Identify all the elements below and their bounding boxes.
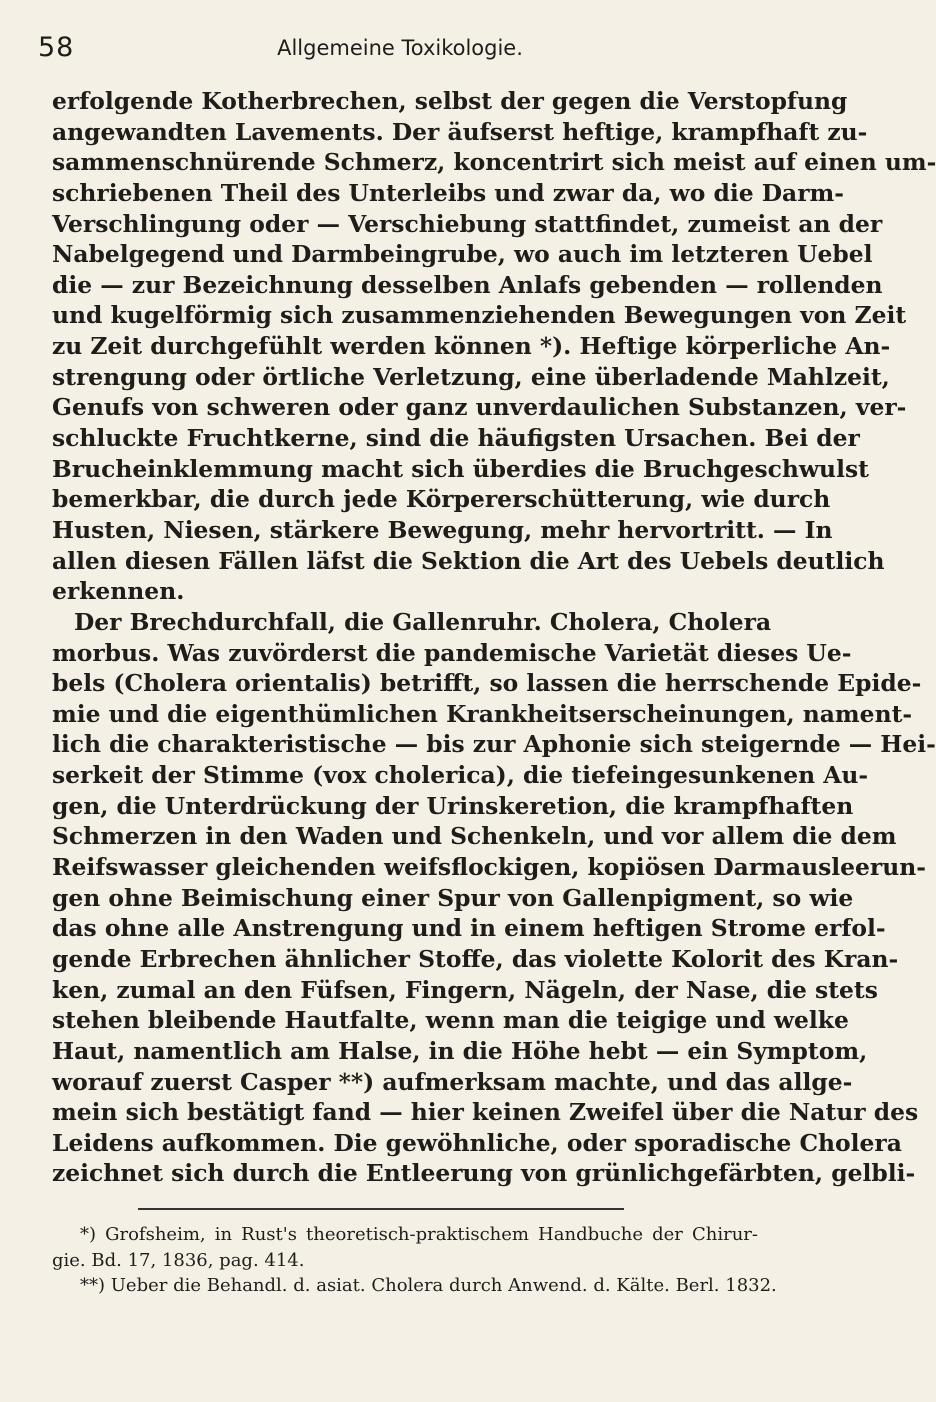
footnote-divider [138, 1208, 624, 1210]
text-line: Nabelgegend und Darmbeingrube, wo auch im letzteren Uebel [52, 240, 873, 269]
text-line: ken, zumal an den Füfsen, Fingern, Nägeln, der Nase, die stets [52, 975, 878, 1004]
text-line: zeichnet sich durch die Entleerung von grünlichgefärbten, gelbli- [52, 1159, 916, 1188]
text-line: Verschlingung oder — Verschiebung stattfindet, zumeist an der [52, 209, 883, 238]
text-line: strengung oder örtliche Verletzung, eine überladende Mahlzeit, [52, 362, 890, 391]
text-line: Genufs von schweren oder ganz unverdaulichen Substanzen, ver- [52, 393, 907, 422]
text-line: serkeit der Stimme (vox cholerica), die tiefeingesunkenen Au- [52, 761, 869, 790]
footnotes [52, 1222, 777, 1299]
body-text [52, 86, 936, 1189]
text-line: mein sich bestätigt fand — hier keinen Zweifel über die Natur des [52, 1098, 919, 1127]
text-line: lich die charakteristische — bis zur Aphonie sich steigernde — Hei- [52, 730, 936, 759]
text-line: gende Erbrechen ähnlicher Stoffe, das violette Kolorit des Kran- [52, 944, 899, 973]
text-line: mie und die eigenthümlichen Krankheitserscheinungen, nament- [52, 699, 913, 728]
section-heading-line: Der Brechdurchfall, die Gallenruhr. Cholera, Cholera [74, 607, 772, 636]
text-line: worauf zuerst Casper **) aufmerksam machte, und das allge- [52, 1067, 853, 1096]
running-title: Allgemeine Toxikologie. [277, 36, 523, 60]
text-line: schluckte Fruchtkerne, sind die häufigsten Ursachen. Bei der [52, 424, 860, 453]
paragraph-end-line: erkennen. [52, 577, 185, 606]
footnote-line: *) Grofsheim, in Rust's theoretisch-praktischem Handbuche der Chirur- [80, 1224, 758, 1245]
page-header [38, 28, 762, 68]
footnote-line: gie. Bd. 17, 1836, pag. 414. [52, 1249, 305, 1271]
text-line: erfolgende Kotherbrechen, selbst der gegen die Verstopfung [52, 87, 848, 115]
text-line: bels (Cholera orientalis) betrifft, so lassen die herrschende Epide- [52, 669, 922, 698]
text-line: angewandten Lavements. Der äufserst heftige, krampfhaft zu- [52, 117, 868, 146]
footnote-line: **) Ueber die Behandl. d. asiat. Cholera durch Anwend. d. Kälte. Berl. 1832. [80, 1275, 777, 1296]
text-line: Schmerzen in den Waden und Schenkeln, und vor allem die dem [52, 822, 897, 851]
text-line: Haut, namentlich am Halse, in die Höhe hebt — ein Symptom, [52, 1036, 868, 1065]
text-line: und kugelförmig sich zusammenziehenden Bewegungen von Zeit [52, 301, 907, 330]
text-line: Husten, Niesen, stärkere Bewegung, mehr hervortritt. — In [52, 515, 833, 544]
text-line: stehen bleibende Hautfalte, wenn man die teigige und welke [52, 1006, 849, 1035]
text-line: gen ohne Beimischung einer Spur von Gallenpigment, so wie [52, 883, 854, 912]
text-line: allen diesen Fällen läfst die Sektion die Art des Uebels deutlich [52, 546, 885, 575]
text-line: Reifswasser gleichenden weifsflockigen, kopiösen Darmausleerun- [52, 853, 926, 882]
text-line: die — zur Bezeichnung desselben Anlafs gebenden — rollenden [52, 270, 883, 299]
text-line: das ohne alle Anstrengung und in einem heftigen Strome erfol- [52, 914, 886, 943]
text-line: zu Zeit durchgefühlt werden können *). Heftige körperliche An- [52, 332, 891, 361]
text-line: morbus. Was zuvörderst die pandemische Varietät dieses Ue- [52, 638, 852, 667]
text-line: sammenschnürende Schmerz, koncentrirt sich meist auf einen um- [52, 148, 936, 177]
page-number: 58 [38, 32, 75, 63]
text-line: Leidens aufkommen. Die gewöhnliche, oder sporadische Cholera [52, 1128, 902, 1157]
text-line: bemerkbar, die durch jede Körpererschütterung, wie durch [52, 485, 831, 514]
text-line: Brucheinklemmung macht sich überdies die Bruchgeschwulst [52, 454, 869, 483]
text-line: gen, die Unterdrückung der Urinskeretion, die krampfhaften [52, 791, 854, 820]
text-line: schriebenen Theil des Unterleibs und zwar da, wo die Darm- [52, 178, 844, 207]
